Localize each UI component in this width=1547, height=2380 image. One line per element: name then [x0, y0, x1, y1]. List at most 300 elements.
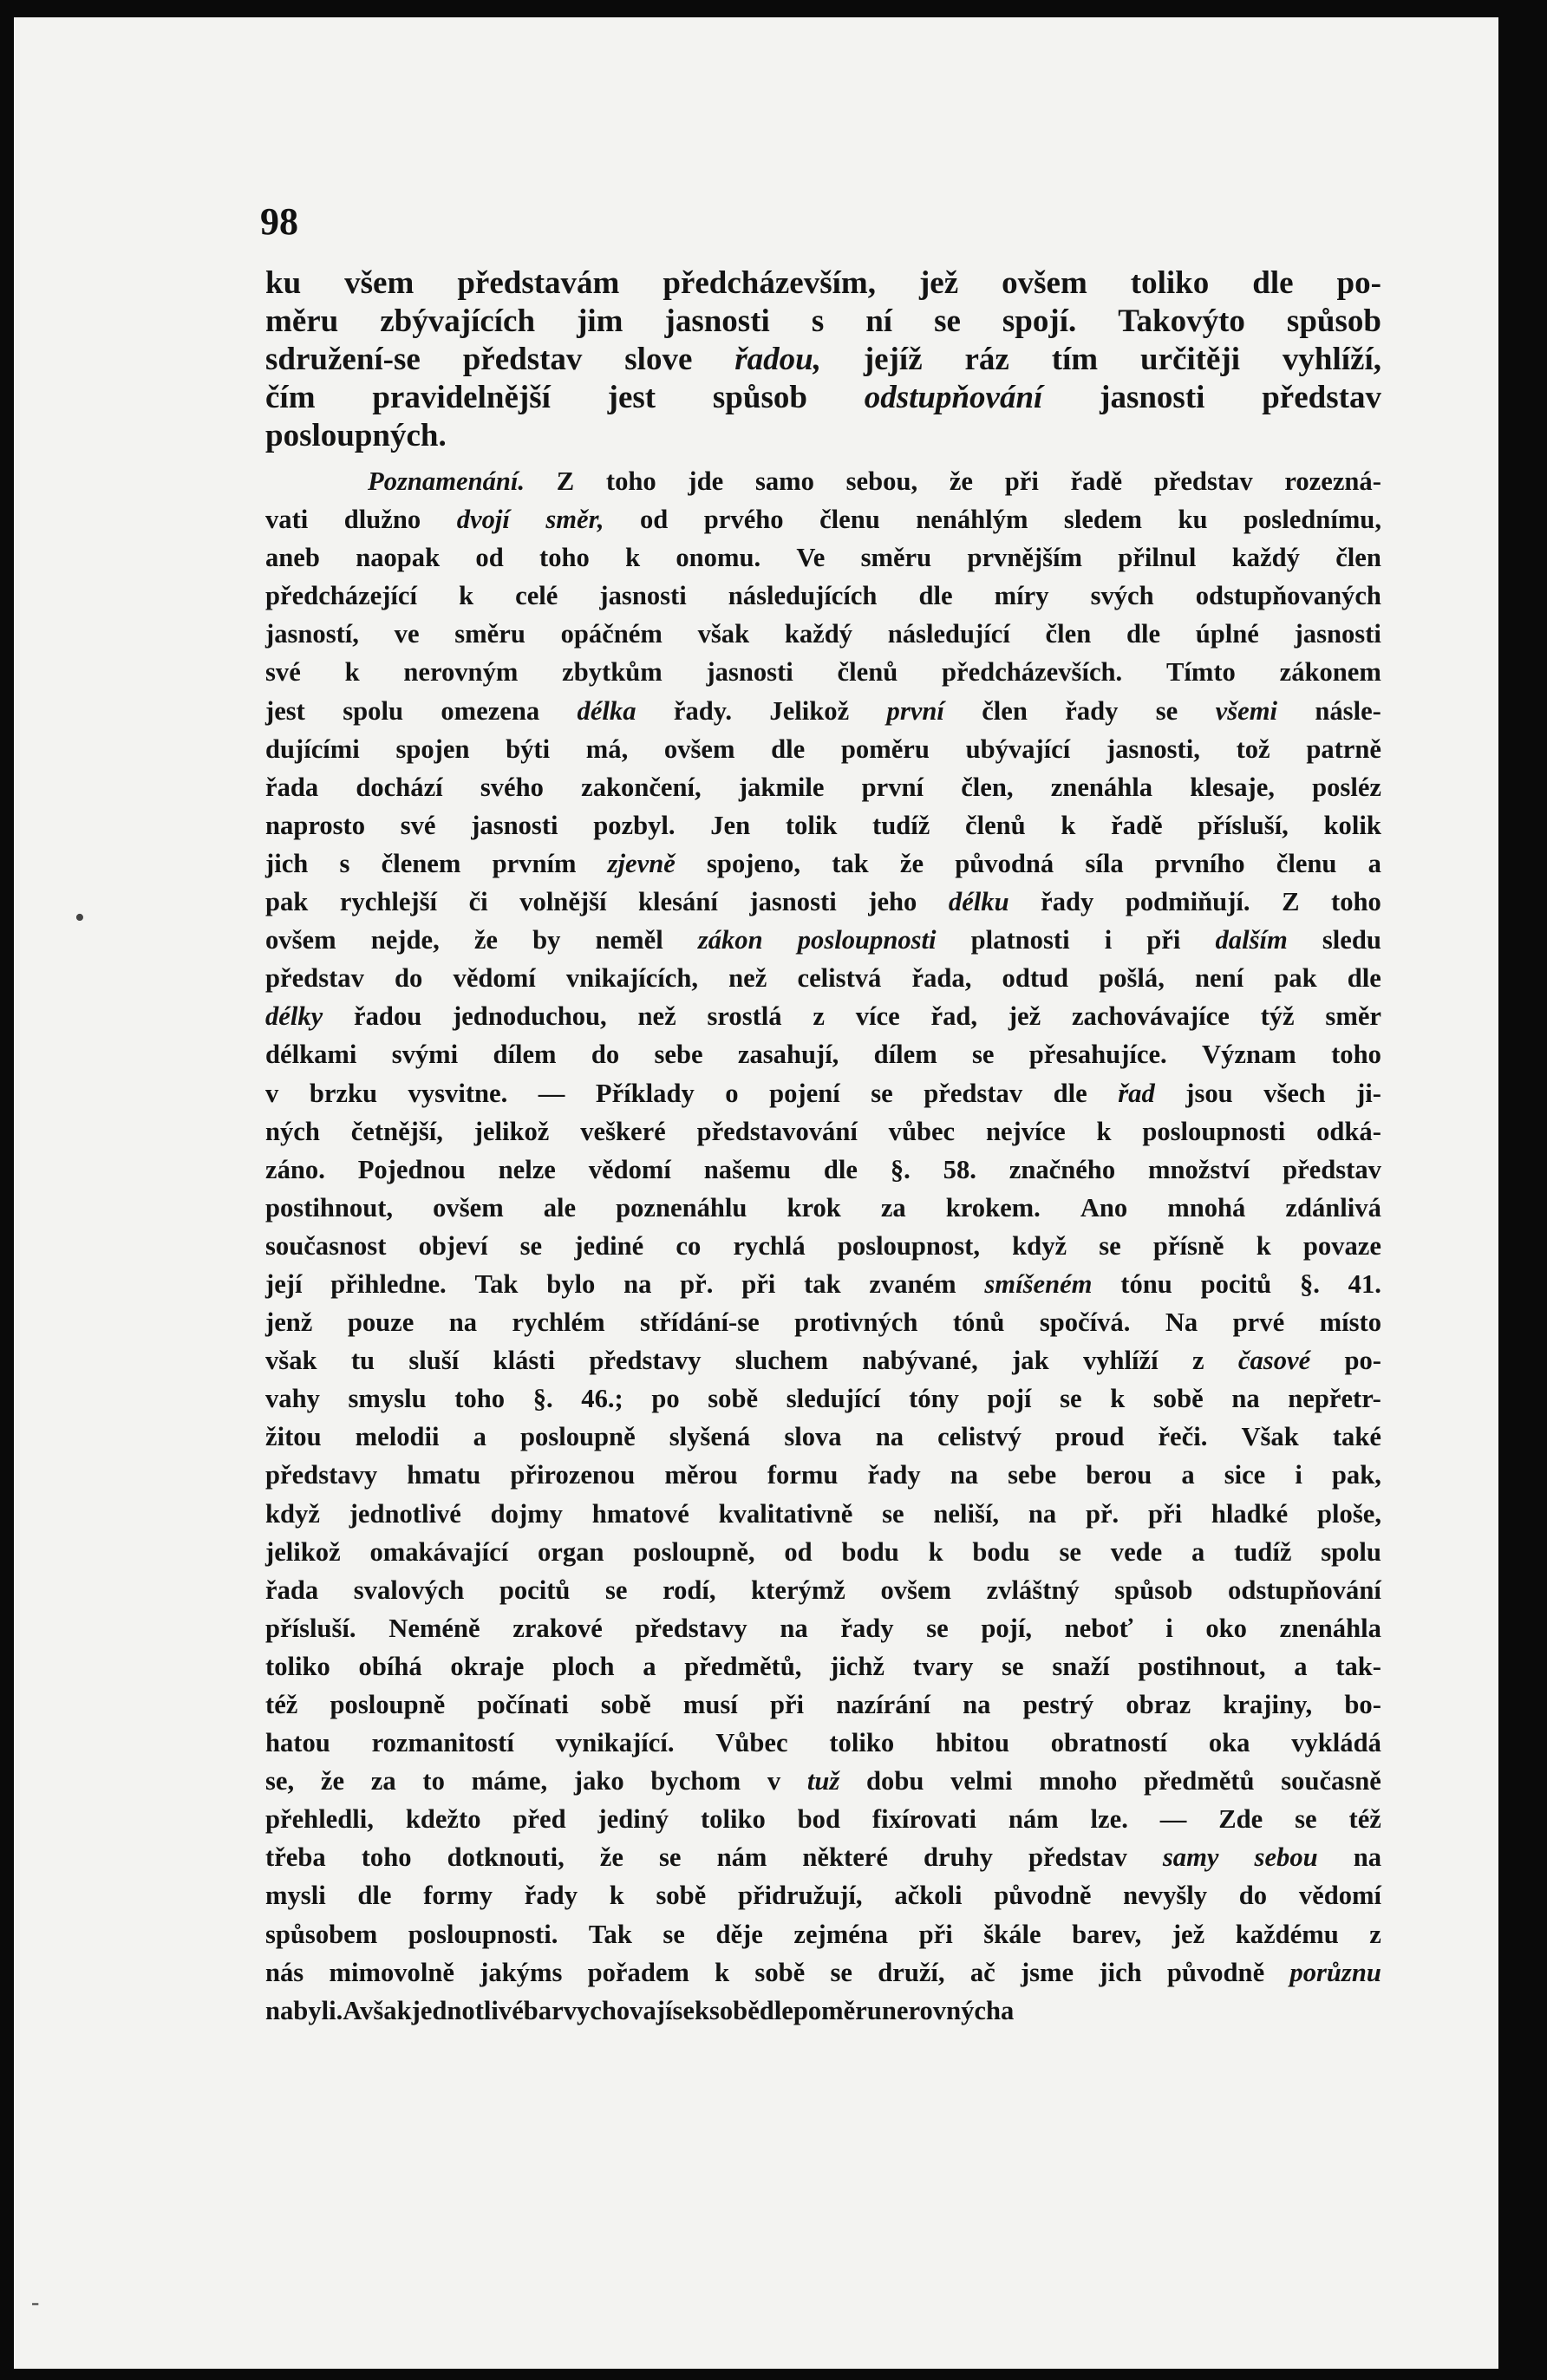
word: že: [599, 1842, 623, 1873]
word: členem: [381, 848, 461, 878]
word: při: [741, 1268, 776, 1299]
word: Ano: [1080, 1192, 1128, 1223]
word: odtud: [1002, 963, 1069, 994]
word: toho: [454, 1384, 506, 1414]
text-line: [265, 1686, 1381, 1724]
word: více: [855, 1001, 900, 1032]
word: ku: [1178, 505, 1208, 535]
word: prvého: [703, 505, 784, 535]
text-line: [265, 1992, 1381, 2030]
text-line: [265, 1838, 1381, 1876]
word: současně: [1281, 1766, 1381, 1796]
word: člen: [1045, 619, 1092, 649]
word: rozmanitostí: [371, 1728, 514, 1758]
word: sledující: [786, 1384, 881, 1414]
word: jasnosti: [749, 887, 837, 917]
word: poměru: [793, 1995, 882, 2025]
word: či: [468, 887, 488, 917]
word: nepřetr-: [1288, 1384, 1381, 1414]
text-line: [265, 1571, 1381, 1609]
word: sobě: [754, 1957, 806, 1987]
word: tož: [1236, 734, 1270, 764]
word: jejíž: [863, 342, 923, 377]
word: pojení: [769, 1078, 840, 1108]
word: se: [1295, 1804, 1317, 1835]
word: časové: [1237, 1346, 1311, 1376]
word: tu: [350, 1346, 375, 1376]
word: první: [886, 695, 944, 726]
word: celé: [515, 581, 558, 611]
word: jenž: [265, 1307, 313, 1338]
text-line: [265, 577, 1381, 615]
word: jež: [1172, 1919, 1205, 1949]
word: rychlá: [733, 1230, 806, 1261]
word: za: [880, 1192, 906, 1223]
text-line: [265, 417, 1381, 455]
word: jeho: [868, 887, 917, 917]
word: tak: [832, 848, 869, 878]
word: první: [861, 772, 924, 802]
word: původná: [955, 848, 1054, 878]
word: střídání-se: [640, 1307, 760, 1338]
text-line: [265, 1074, 1381, 1112]
word: odká-: [1316, 1116, 1381, 1146]
word: bodu: [841, 1536, 899, 1567]
word: odstupňovaných: [1195, 581, 1381, 611]
word: odstupňování: [864, 380, 1043, 415]
word: se: [1059, 1536, 1081, 1567]
word: k: [459, 581, 474, 611]
word: druhy: [924, 1842, 993, 1873]
word: k: [625, 543, 641, 573]
word: formy: [423, 1881, 493, 1911]
word: kterýmž: [751, 1575, 845, 1605]
word: §.: [890, 1154, 911, 1184]
word: při: [918, 1919, 953, 1949]
word: zvláštný: [986, 1575, 1080, 1605]
word: aneb: [265, 543, 320, 573]
text-line: [265, 1265, 1381, 1303]
word: jako: [573, 1766, 624, 1796]
margin-mark: -: [31, 2289, 40, 2316]
text-line: [265, 341, 1381, 379]
word: jasnosti: [471, 810, 558, 840]
word: do: [395, 963, 423, 994]
word: svých: [1090, 581, 1154, 611]
word: její: [265, 1268, 303, 1299]
word: jednotlivé: [411, 1995, 524, 2025]
word: toliko: [1130, 265, 1210, 301]
word: jasnosti: [599, 581, 687, 611]
word: každý: [1231, 543, 1300, 573]
word: kvalitativně: [718, 1498, 853, 1529]
word: síla: [1085, 848, 1124, 878]
word: dle: [1252, 265, 1294, 301]
word: jednoduchou,: [453, 1001, 607, 1032]
word: pořadem: [587, 1957, 689, 1987]
word: jsme: [1020, 1957, 1074, 1987]
word: každému: [1235, 1919, 1339, 1949]
word: lze.: [1090, 1804, 1128, 1835]
word: řad,: [930, 1001, 978, 1032]
word: hbitou: [935, 1728, 1009, 1758]
word: též: [1348, 1804, 1381, 1835]
word: pošlá,: [1099, 963, 1165, 994]
word: dojmy: [490, 1498, 563, 1529]
word: ných: [265, 1116, 320, 1146]
word: spůsob: [1114, 1575, 1193, 1605]
word: bylo: [546, 1268, 596, 1299]
word: k: [1110, 1384, 1126, 1414]
text-line: [265, 303, 1381, 341]
word: tudíž: [872, 810, 930, 840]
word: dle: [918, 581, 953, 611]
word: na: [950, 1460, 979, 1490]
word: představ: [265, 963, 364, 994]
word: za: [370, 1766, 396, 1796]
word: nelze: [498, 1154, 556, 1184]
word: nabývané,: [862, 1346, 978, 1376]
word: týž: [1260, 1001, 1295, 1032]
word: s: [339, 848, 350, 878]
word: řeči.: [1158, 1422, 1208, 1452]
word: původně: [994, 1881, 1092, 1911]
word: Na: [1165, 1307, 1198, 1338]
word: spojen: [395, 734, 470, 764]
word: mysli: [265, 1881, 326, 1911]
word: spočívá.: [1039, 1307, 1131, 1338]
word: na: [1231, 1384, 1260, 1414]
word: mnohá: [1167, 1192, 1246, 1223]
word: jež: [918, 265, 959, 301]
page-number: 98: [260, 200, 298, 243]
word: vůbec: [888, 1116, 956, 1146]
word: celistvá: [797, 963, 882, 994]
word: naprosto: [265, 810, 366, 840]
word: nerovných: [881, 1995, 1001, 2025]
word: tóny: [909, 1384, 959, 1414]
word: místo: [1319, 1307, 1381, 1338]
word: posloupně,: [633, 1536, 755, 1567]
word: tónů: [952, 1307, 1005, 1338]
word: odstupňování: [1228, 1575, 1381, 1605]
word: toho: [539, 543, 590, 573]
word: člen: [1335, 543, 1381, 573]
word: třeba: [265, 1842, 326, 1873]
word: samy: [1162, 1842, 1219, 1873]
word: toho: [1331, 1040, 1381, 1070]
word: dalším: [1215, 925, 1288, 955]
word: než: [637, 1001, 676, 1032]
word: Význam: [1202, 1040, 1296, 1070]
word: tak-: [1335, 1651, 1381, 1681]
word: posloupně: [520, 1422, 636, 1452]
word: 46.;: [581, 1384, 623, 1414]
word: své: [400, 810, 436, 840]
word: že: [473, 925, 498, 955]
text-line: [265, 1227, 1381, 1265]
word: toliko: [265, 1651, 330, 1681]
word: se: [972, 1040, 995, 1070]
word: Vůbec: [715, 1728, 788, 1758]
word: ač: [969, 1957, 995, 1987]
word: že: [899, 848, 924, 878]
word: omakávající: [369, 1536, 509, 1567]
word: postihnout,: [1138, 1651, 1266, 1681]
word: barev,: [1072, 1919, 1142, 1949]
word: se: [672, 1995, 695, 2025]
word: spolu: [343, 695, 403, 726]
word: sobě: [708, 1384, 759, 1414]
word: všech: [1263, 1078, 1326, 1108]
word: jelikož: [473, 1116, 550, 1146]
word: a: [1294, 1651, 1308, 1681]
word: všem: [344, 265, 414, 301]
word: dle: [759, 1995, 793, 2025]
word: při: [769, 1690, 805, 1719]
word: sledu: [1322, 925, 1381, 955]
word: —: [1159, 1804, 1187, 1835]
word: délku: [948, 887, 1009, 917]
word: se: [663, 1919, 685, 1949]
word: současnost: [265, 1230, 387, 1261]
word: tak: [804, 1268, 841, 1299]
word: dlužno: [343, 505, 421, 535]
text-line: [265, 1915, 1381, 1953]
text-line: [265, 959, 1381, 997]
text-line: [265, 1341, 1381, 1379]
word: následující: [887, 619, 1010, 649]
word: se: [1060, 1384, 1082, 1414]
word: představ: [1153, 466, 1253, 496]
word: tónu: [1120, 1268, 1172, 1299]
word: a: [1367, 848, 1381, 878]
word: to: [422, 1766, 445, 1796]
word: dle: [357, 1881, 392, 1911]
word: patrně: [1306, 734, 1381, 764]
word: sebe: [654, 1040, 703, 1070]
text-line: [265, 538, 1381, 577]
text-line: [265, 462, 1381, 500]
word: prvním: [492, 848, 577, 878]
word: směru: [860, 543, 932, 573]
word: představ: [1283, 1154, 1381, 1184]
word: řady.: [673, 695, 733, 726]
word: brzku: [309, 1078, 378, 1108]
word: nerovným: [403, 657, 519, 688]
word: snaží: [1052, 1651, 1110, 1681]
word: posloupnosti: [797, 925, 937, 955]
word: i: [1295, 1460, 1302, 1490]
word: přihledne.: [330, 1268, 447, 1299]
word: dvojí: [456, 505, 510, 535]
word: nabyli.: [265, 1995, 343, 2025]
word: toho: [605, 466, 656, 496]
word: sice: [1224, 1460, 1266, 1490]
word: přidružují,: [737, 1881, 863, 1911]
word: pocitů: [1200, 1268, 1272, 1299]
word: fixírovati: [871, 1804, 976, 1835]
word: členů: [965, 810, 1026, 840]
word: dílem: [493, 1040, 557, 1070]
text-line: [265, 692, 1381, 730]
word: př.: [680, 1268, 714, 1299]
text-line: [265, 1112, 1381, 1151]
text-line: [265, 653, 1381, 691]
word: přísluší.: [265, 1613, 356, 1643]
word: zákon: [697, 925, 763, 955]
word: ubývající: [965, 734, 1071, 764]
word: protivných: [794, 1307, 918, 1338]
word: násle-: [1315, 695, 1381, 726]
word: spůsob: [712, 380, 807, 415]
word: spůsobem: [265, 1919, 378, 1949]
word: předmětů,: [684, 1651, 802, 1681]
word: se: [1099, 1230, 1121, 1261]
word: všemi: [1215, 695, 1278, 726]
word: délka: [577, 695, 636, 726]
word: jasností,: [265, 619, 359, 649]
word: představy: [589, 1346, 702, 1376]
word: do: [1238, 1881, 1268, 1911]
word: ovšem: [265, 925, 336, 955]
word: a: [1000, 1995, 1015, 2025]
word: přehledli,: [265, 1804, 374, 1835]
word: po-: [1344, 1346, 1381, 1376]
word: však: [697, 619, 750, 649]
word: pouze: [347, 1307, 414, 1338]
word: přísně: [1152, 1230, 1224, 1261]
word: jichž: [830, 1651, 884, 1681]
word: se: [659, 1842, 682, 1873]
word: k: [1096, 1116, 1112, 1146]
text-line: [265, 997, 1381, 1035]
word: vykládá: [1291, 1728, 1381, 1758]
word: jasnosti: [706, 657, 793, 688]
word: sobě: [600, 1690, 651, 1719]
word: četnější,: [350, 1116, 443, 1146]
word: zakončení,: [581, 772, 702, 802]
word: posloupnosti: [1142, 1116, 1286, 1146]
word: veškeré: [580, 1116, 666, 1146]
word: předcházející: [265, 581, 418, 611]
word: a: [473, 1422, 486, 1452]
word: po: [651, 1384, 680, 1414]
word: představ: [1262, 380, 1381, 415]
text-line: [265, 500, 1381, 538]
word: škále: [983, 1919, 1041, 1949]
word: nevyšly: [1123, 1881, 1208, 1911]
word: řadě: [1070, 466, 1123, 496]
word: kdežto: [405, 1804, 481, 1835]
word: řada,: [911, 963, 972, 994]
word: sluší: [408, 1346, 460, 1376]
word: než: [728, 963, 767, 994]
word: ploše,: [1317, 1498, 1381, 1529]
word: s: [811, 303, 825, 339]
word: ve: [394, 619, 420, 649]
word: vynikající.: [555, 1728, 675, 1758]
word: k: [1061, 810, 1076, 840]
word: nám: [1008, 1804, 1059, 1835]
word: spolu: [1321, 1536, 1381, 1567]
word: postihnout,: [265, 1192, 394, 1223]
word: Však: [1241, 1422, 1299, 1452]
word: řady: [867, 1460, 921, 1490]
word: nejvíce: [985, 1116, 1066, 1146]
word: míry: [994, 581, 1049, 611]
word: jediný: [597, 1804, 669, 1835]
word: vati: [265, 505, 309, 535]
word: k: [715, 1957, 730, 1987]
word: obratností: [1050, 1728, 1168, 1758]
word: dochází: [356, 772, 443, 802]
word: se: [934, 303, 961, 339]
text-line: [265, 730, 1381, 768]
word: dotknouti,: [447, 1842, 565, 1873]
word: krokem.: [945, 1192, 1041, 1223]
word: bo-: [1344, 1690, 1381, 1719]
word: krok: [787, 1192, 841, 1223]
word: ovšem: [880, 1575, 952, 1605]
word: před: [512, 1804, 566, 1835]
word: posléz: [1312, 772, 1381, 802]
word: k: [1256, 1230, 1271, 1261]
word: jasnosti,: [1106, 734, 1200, 764]
word: představ: [1028, 1842, 1127, 1873]
word: 41.: [1348, 1268, 1381, 1299]
word: má,: [585, 734, 629, 764]
word: jakýms: [480, 1957, 563, 1987]
word: vede: [1110, 1536, 1163, 1567]
text-line: [265, 883, 1381, 921]
word: předmětů: [1144, 1766, 1255, 1796]
word: zbytkům: [562, 657, 663, 688]
word: klesaje,: [1190, 772, 1275, 802]
word: neměl: [595, 925, 663, 955]
text-line: [265, 1379, 1381, 1418]
word: představování: [696, 1116, 858, 1146]
word: představ: [462, 342, 583, 377]
word: Z: [1282, 887, 1300, 917]
word: smyslu: [348, 1384, 427, 1414]
word: k: [344, 657, 360, 688]
word: pozbyl.: [593, 810, 676, 840]
word: jich: [1099, 1957, 1142, 1987]
word: dujícími: [265, 734, 360, 764]
word: barvy: [523, 1995, 591, 2025]
word: Ve: [796, 543, 826, 573]
text-line: [265, 1456, 1381, 1494]
word: Tak: [588, 1919, 632, 1949]
text-line: [265, 1035, 1381, 1073]
word: pojí: [987, 1384, 1032, 1414]
word: sobě: [708, 1995, 760, 2025]
word: když: [1012, 1230, 1067, 1261]
word: následujících: [728, 581, 878, 611]
word: jasnosti: [1100, 380, 1205, 415]
word: spojí.: [1002, 303, 1077, 339]
word: ploch: [552, 1651, 615, 1681]
word: řadou: [354, 1001, 422, 1032]
word: o: [725, 1078, 739, 1108]
word: kolik: [1323, 810, 1381, 840]
word: nazírání: [836, 1690, 930, 1719]
word: tudíž: [1234, 1536, 1292, 1567]
word: jakmile: [738, 772, 825, 802]
word: představy: [265, 1460, 378, 1490]
word: jasnosti: [1294, 619, 1381, 649]
